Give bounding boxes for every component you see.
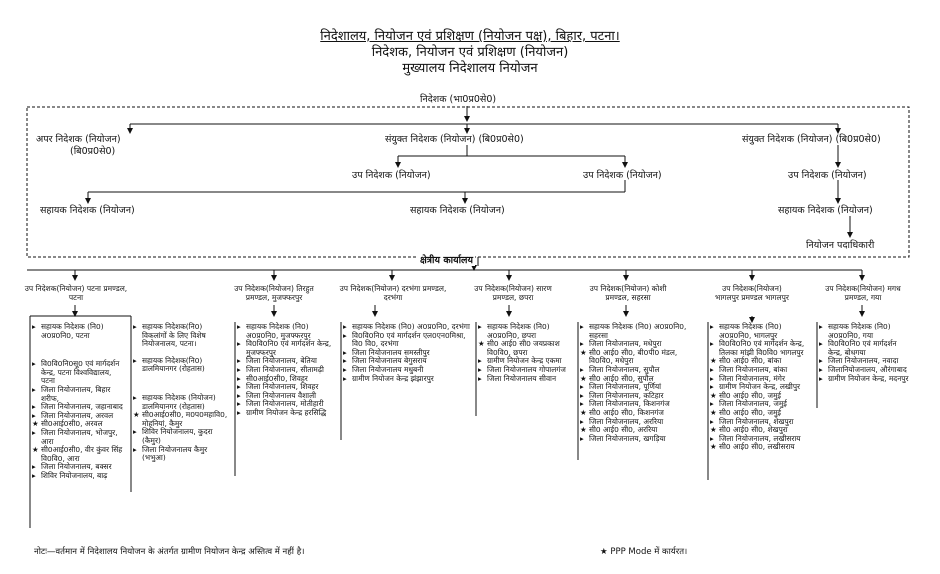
- region-list-saran: [478, 323, 570, 383]
- office-name: सी0 आई0 सी0, सुपौल: [589, 373, 654, 383]
- ppp-star-icon: ★: [710, 407, 717, 417]
- office-list-item: [819, 375, 911, 384]
- office-name: जिला नियोजनालय, सुपौल: [589, 364, 660, 374]
- bullet-arrow-icon: ▸: [32, 402, 36, 412]
- bullet-arrow-icon: ▸: [32, 322, 36, 331]
- office-name: सहायक निदेशक (नि0) अ0प्र0नि0, दरभंगा: [352, 322, 470, 331]
- bullet-arrow-icon: ▸: [580, 364, 584, 374]
- region-title-magadh: उप निदेशक(नियोजन) मगध प्रमण्डल, गया: [825, 284, 901, 302]
- office-name: जिला नियोजनालय समस्तीपुर: [352, 347, 430, 357]
- office-name: ग्रामीण नियोजन केन्द्र, लखीपुर: [719, 382, 801, 392]
- office-name: ग्रामीण नियोजन केन्द्र हरसिद्धि: [246, 407, 327, 417]
- bullet-arrow-icon: ▸: [580, 322, 584, 331]
- office-list-item: [819, 323, 911, 340]
- ppp-star-icon: ★: [580, 347, 587, 357]
- office-list-item: [580, 435, 702, 444]
- page-subtitle-2: मुख्यालय निदेशालय नियोजन: [402, 61, 538, 76]
- office-name: ग्रामीण नियोजन केन्द्र एकमा: [487, 356, 562, 366]
- bullet-arrow-icon: ▸: [710, 382, 714, 392]
- bullet-arrow-icon: ▸: [32, 359, 36, 369]
- office-name: सी0 आई0 सी0, बी0पी0 मंडल, वि0वि0, मधेपुरा: [589, 347, 678, 366]
- office-name: जिला नियोजनालय, भोजपुर, आरा: [41, 427, 118, 446]
- bullet-arrow-icon: ▸: [343, 330, 347, 340]
- bullet-arrow-icon: ▸: [580, 433, 584, 443]
- office-list-item: [237, 340, 335, 357]
- office-name: सहायक निदेशक(नि0) विकलांगों के लिए विशेष नियोजनालय, पटना।: [142, 322, 206, 349]
- bullet-arrow-icon: ▸: [819, 356, 823, 366]
- office-name: जिला नियोजनालय, लखीसराय: [719, 433, 801, 443]
- bullet-arrow-icon: ▸: [478, 373, 482, 383]
- bullet-arrow-icon: ▸: [478, 356, 482, 366]
- office-list-item: [478, 375, 570, 384]
- ppp-star-icon: ★: [710, 390, 717, 400]
- bullet-arrow-icon: ▸: [710, 339, 714, 349]
- bullet-arrow-icon: ▸: [710, 322, 714, 331]
- assistant-director-node-1: सहायक निदेशक (नियोजन): [40, 205, 135, 216]
- office-list-item: [343, 375, 471, 384]
- office-name: सहायक निदेशक (नियोजन) डालमियानगर (रोहतास): [142, 392, 216, 411]
- office-name: जिला नियोजनालय, मोतीहारी: [246, 399, 324, 409]
- bullet-arrow-icon: ▸: [32, 384, 36, 394]
- office-name: ग्रामीण नियोजन केन्द्र, मदनपुर: [828, 373, 909, 383]
- bullet-arrow-icon: ▸: [580, 416, 584, 426]
- office-list-item: [133, 357, 229, 374]
- office-list-item: [32, 429, 127, 446]
- page-subtitle: निदेशक, नियोजन एवं प्रशिक्षण (नियोजन): [371, 45, 569, 60]
- office-name: जिला नियोजनालय, जहानाबाद: [41, 402, 123, 412]
- office-name: जिला नियोजनालय गोपालगंज: [487, 364, 566, 374]
- regional-offices-label: क्षेत्रीय कार्यालय: [420, 255, 474, 266]
- bullet-arrow-icon: ▸: [32, 427, 36, 437]
- office-name: जिला नियोजनालय, जमुई: [719, 399, 787, 409]
- ppp-star-icon: ★: [710, 425, 717, 435]
- office-name: जिला नियोजनालय, अररिया: [589, 416, 664, 426]
- ppp-star-icon: ★: [580, 407, 587, 417]
- office-name: शिविर नियोजनालय, बाढ़: [41, 470, 108, 480]
- bullet-arrow-icon: ▸: [237, 390, 241, 400]
- bullet-arrow-icon: ▸: [819, 339, 823, 349]
- office-name: जिला नियोजनालय, पूर्णियां: [589, 382, 662, 392]
- office-name: वि0वि0नि0 एवं मार्गदर्शन केन्द्र, मुजफ्फरपुर: [246, 339, 332, 357]
- ppp-star-icon: ★: [580, 425, 587, 435]
- office-name: जिला नियोजनालय, बिहार शरीफ,: [41, 384, 111, 403]
- bullet-arrow-icon: ▸: [710, 373, 714, 383]
- ppp-star-icon: ★: [710, 442, 717, 452]
- page-title: निदेशालय, नियोजन एवं प्रशिक्षण (नियोजन पक्ष), बिहार, पटना।: [320, 29, 620, 44]
- office-list-item: [478, 340, 570, 357]
- region-title-patna: उप निदेशक(नियोजन) पटना प्रमण्डल, पटना: [24, 284, 128, 302]
- office-list-item: [32, 360, 127, 386]
- office-list-item: [133, 411, 229, 428]
- bullet-arrow-icon: ▸: [32, 470, 36, 480]
- region-list-tirhut: [237, 323, 335, 418]
- office-name: वि0वि0नि0 एवं मार्गदर्शन केन्द्र, बोधगया: [828, 339, 897, 357]
- office-list-item: [133, 394, 229, 411]
- region-list-patna-1: [32, 323, 127, 481]
- office-name: सी0 आई0 सी0, लखीसराय: [719, 442, 795, 452]
- region-list-bhagalpur: [710, 323, 814, 452]
- office-name: जिला नियोजनालय बेगुसराय: [352, 356, 427, 366]
- hq-boundary: [27, 107, 909, 257]
- bullet-arrow-icon: ▸: [710, 416, 714, 426]
- assistant-director-node-3: सहायक निदेशक (नियोजन): [778, 205, 873, 216]
- region-list-darbhanga: [343, 323, 471, 383]
- office-name: जिला नियोजनालय, बांका: [719, 364, 788, 374]
- employment-officer-node: नियोजन पदाधिकारी: [806, 240, 875, 251]
- bullet-arrow-icon: ▸: [32, 462, 36, 472]
- bullet-arrow-icon: ▸: [133, 427, 137, 437]
- bullet-arrow-icon: ▸: [237, 382, 241, 392]
- bullet-arrow-icon: ▸: [343, 322, 347, 331]
- ppp-legend: [600, 546, 687, 557]
- office-name: सहायक निदेशक (नि0) अ0प्र0नि0, भागलपुर: [719, 322, 782, 340]
- office-list-item: [133, 428, 229, 445]
- office-name: सहायक निदेशक (नि0) अ0प्र0नि0, पटना: [41, 322, 104, 340]
- bullet-arrow-icon: ▸: [237, 407, 241, 417]
- joint-director-center-node: संयुक्त निदेशक (नियोजन) (बि0प्र0से0): [385, 134, 524, 145]
- bullet-arrow-icon: ▸: [237, 356, 241, 366]
- bullet-arrow-icon: ▸: [237, 373, 241, 383]
- bullet-arrow-icon: ▸: [133, 355, 137, 365]
- bullet-arrow-icon: ▸: [819, 373, 823, 383]
- office-name: वि0वि0नि0सू0 एवं मार्गदर्शन केन्द्र, पटना विश्वविद्यालय, पटना: [41, 359, 120, 386]
- office-list-item: [710, 323, 814, 340]
- office-name: वि0वि0नि0 एवं मार्गदर्शन एल0एन0मिश्रा, वि0 वि0, दरभंगा: [352, 330, 466, 349]
- region-title-saran: उप निदेशक(नियोजन) सारण प्रमण्डल, छपरा: [474, 284, 552, 302]
- deputy-director-node-2: उप निदेशक (नियोजन): [583, 170, 662, 181]
- region-list-patna-2: [133, 323, 229, 463]
- bullet-arrow-icon: ▸: [580, 339, 584, 349]
- addl-director-service: (बि0प्र0से0): [70, 146, 116, 157]
- office-name: सी0 आई0 सी0, अररिया: [589, 425, 658, 435]
- bullet-arrow-icon: ▸: [580, 390, 584, 400]
- ppp-star-icon: ★: [580, 373, 587, 383]
- bullet-arrow-icon: ▸: [343, 356, 347, 366]
- deputy-director-node-1: उप निदेशक (नियोजन): [352, 170, 431, 181]
- office-name: जिला नियोजनालय वैशाली: [246, 390, 317, 400]
- office-list-item: [580, 323, 702, 340]
- bullet-arrow-icon: ▸: [710, 364, 714, 374]
- region-list-magadh: [819, 323, 911, 383]
- bullet-arrow-icon: ▸: [580, 382, 584, 392]
- region-list-koshi: [580, 323, 702, 443]
- bullet-arrow-icon: ▸: [710, 433, 714, 443]
- office-name: जिला नियोजनालय सीवान: [487, 373, 557, 383]
- office-name: वि0वि0नि0 एवं मार्गदर्शन केन्द्र, तिलका मांझी वि0वि0 भागलपुर: [719, 339, 805, 357]
- director-node: निदेशक (भा0प्र0से0): [420, 94, 497, 105]
- ppp-legend-text: PPP Mode में कार्यरत।: [610, 547, 688, 557]
- office-name: जिला नियोजनालय, शेखपुरा: [719, 416, 794, 426]
- office-list-item: [819, 340, 911, 357]
- bullet-arrow-icon: ▸: [580, 399, 584, 409]
- bullet-arrow-icon: ▸: [819, 364, 823, 374]
- office-name: जिला नियोजनालय कैमुर (भभुआ): [142, 444, 208, 463]
- office-name: जिला नियोजनालय, सीतामढ़ी: [246, 364, 324, 374]
- bullet-arrow-icon: ▸: [237, 322, 241, 331]
- office-name: जिला नियोजनालय, किशनगंज: [589, 399, 670, 409]
- ppp-star-icon: ★: [478, 339, 485, 349]
- bullet-arrow-icon: ▸: [237, 364, 241, 374]
- assistant-director-node-2: सहायक निदेशक (नियोजन): [410, 205, 505, 216]
- office-list-item: [32, 472, 127, 481]
- office-name: सहायक निदेशक (नि0) अ0प्र0नि0, सहरसा: [589, 322, 687, 340]
- bullet-arrow-icon: ▸: [133, 444, 137, 454]
- office-name: जिला नियोजनालय, बक्सर: [41, 462, 112, 472]
- office-list-item: [478, 323, 570, 340]
- ppp-star-icon: ★: [133, 410, 140, 420]
- bullet-arrow-icon: ▸: [32, 410, 36, 420]
- office-list-item: [343, 332, 471, 349]
- office-list-item: [32, 323, 127, 340]
- office-list-item: [710, 443, 814, 452]
- office-name: जिला नियोजनालय, अरवल: [41, 410, 114, 420]
- office-name: सी0आई0सी0, शिवहर: [246, 373, 308, 383]
- bullet-arrow-icon: ▸: [133, 392, 137, 402]
- office-name: सहायक निदेशक (नि0) अ0प्र0नि0, गया: [828, 322, 891, 340]
- office-list-item: [710, 340, 814, 357]
- region-title-darbhanga: उप निदेशक(नियोजन) दरभंगा प्रमण्डल, दरभंगा: [339, 284, 447, 302]
- office-name: सहायक निदेशक(नि0) डालमियानगर (रोहतास): [142, 355, 205, 374]
- office-name: जिला नियोजनालय, शिवहर: [246, 382, 319, 392]
- office-name: जिला नियोजनालय, बेतिया: [246, 356, 317, 366]
- ppp-star-icon: ★: [32, 419, 39, 429]
- office-name: जिला नियोजनालय, कटिहार: [589, 390, 664, 400]
- bullet-arrow-icon: ▸: [237, 399, 241, 409]
- office-name: जिला नियोजनालय, मंगेर: [719, 373, 785, 383]
- office-name: जिला नियोजनालय, नवादा: [828, 356, 899, 366]
- ppp-star-icon: ★: [710, 356, 717, 366]
- office-name: ग्रामीण नियोजन केन्द्र झंझारपुर: [352, 373, 434, 383]
- bullet-arrow-icon: ▸: [237, 339, 241, 349]
- office-name: शिविर नियोजनालय, कुदरा (कैमुर): [142, 427, 213, 445]
- ppp-star-icon: ★: [600, 547, 608, 557]
- bullet-arrow-icon: ▸: [478, 322, 482, 331]
- office-name: जिला नियोजनालय मधुबनी: [352, 364, 424, 374]
- bullet-arrow-icon: ▸: [343, 347, 347, 357]
- office-name: सी0 आई0 सी0, जमुई: [719, 407, 782, 417]
- deputy-director-node-3: उप निदेशक (नियोजन): [788, 170, 867, 181]
- office-name: सहायक निदेशक (नि0) अ0प्र0नि0, छपरा: [487, 322, 550, 340]
- office-list-item: [133, 446, 229, 463]
- office-list-item: [32, 386, 127, 403]
- bullet-arrow-icon: ▸: [343, 373, 347, 383]
- bullet-arrow-icon: ▸: [710, 399, 714, 409]
- office-name: जिला नियोजनालय, खगड़िया: [589, 433, 666, 443]
- office-list-item: [237, 323, 335, 340]
- office-list-item: [32, 446, 127, 463]
- office-list-item: [133, 323, 229, 349]
- office-list-item: [580, 349, 702, 366]
- bullet-arrow-icon: ▸: [478, 364, 482, 374]
- office-name: सी0आई0सी0, म0प0महावि0, मोहनियां, कैमुर: [142, 410, 228, 428]
- office-name: जिलानियोजनालय, औरंगाबाद: [828, 364, 907, 374]
- office-name: सी0 आई0 सी0, बांका: [719, 356, 782, 366]
- ppp-star-icon: ★: [32, 445, 39, 455]
- office-name: सी0आई0सी0, अरवल: [41, 419, 103, 429]
- office-name: सहायक निदेशक (नि0) अ0प्र0नि0, मुजफ्फरपुर: [246, 322, 311, 340]
- office-name: जिला नियोजनालय, मधेपुरा: [589, 339, 662, 349]
- region-title-koshi: उप निदेशक(नियोजन) कोशी प्रमण्डल, सहरसा: [589, 284, 667, 302]
- office-name: सी0आई0सी0, वीर कुंवर सिंह वि0वि0, आरा: [41, 445, 123, 463]
- bullet-arrow-icon: ▸: [343, 364, 347, 374]
- office-name: सी0 आई0 सी0, जमुई: [719, 390, 782, 400]
- office-name: सी0 आई0 सी0, किशनगंज: [589, 407, 664, 417]
- bullet-arrow-icon: ▸: [133, 322, 137, 331]
- office-name: सी0 आई0 सी0 जयप्रकाश वि0वि0, छपरा: [487, 339, 560, 357]
- office-list-item: [237, 409, 335, 418]
- addl-director-node: अपर निदेशक (नियोजन): [36, 134, 121, 145]
- office-name: सी0 आई0 सी0, शेखपुरा: [719, 425, 788, 435]
- joint-director-right-node: संयुक्त निदेशक (नियोजन) (बि0प्र0से0): [742, 134, 881, 145]
- footer-note: नोटः—वर्तमान में निदेशालय नियोजन के अंतर्गत ग्रामीण नियोजन केन्द्र अस्तित्व में नहीं है।: [34, 547, 305, 557]
- region-title-bhagalpur: उप निदेशक(नियोजन) भागलपुर प्रमण्डल भागलपुर: [715, 284, 789, 302]
- bullet-arrow-icon: ▸: [819, 322, 823, 331]
- region-title-tirhut: उप निदेशक(नियोजन) तिरहुत प्रमण्डल, मुजफ्फरपुर: [234, 284, 314, 302]
